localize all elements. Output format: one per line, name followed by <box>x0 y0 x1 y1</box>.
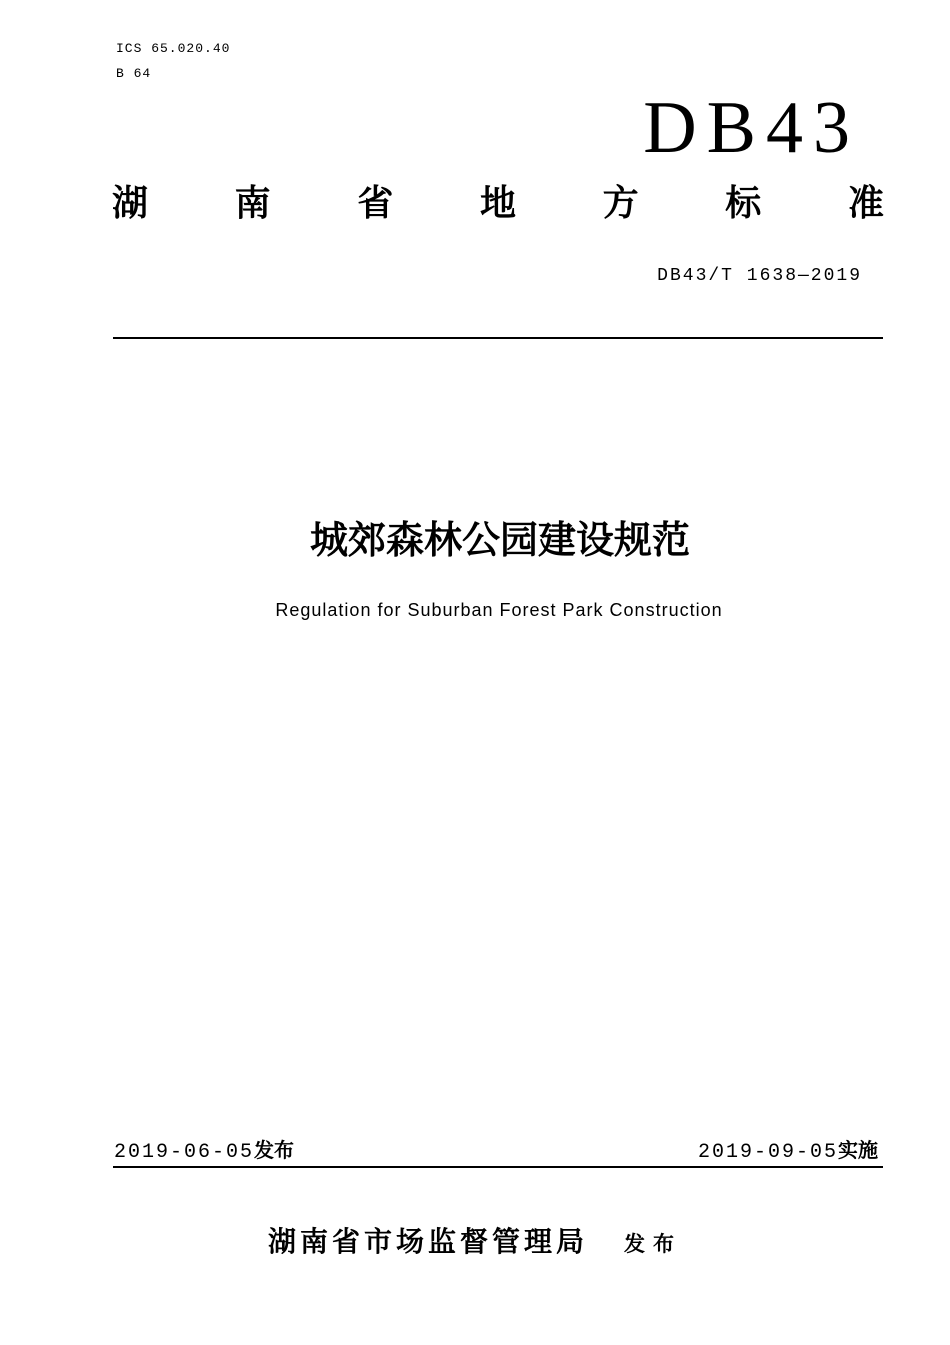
standard-type-char: 准 <box>847 183 884 224</box>
publisher-name: 湖南省市场监督管理局 <box>267 1225 588 1258</box>
issue-date-line <box>114 1134 294 1164</box>
standard-type-char: 地 <box>479 183 516 224</box>
standard-type-char: 南 <box>234 183 271 224</box>
classification-code: B 64 <box>116 66 152 81</box>
issue-label: 发布 <box>254 1138 295 1162</box>
bottom-divider <box>113 1166 883 1168</box>
document-title-chinese: 城郊森林公园建设规范 <box>309 518 690 562</box>
standard-type-char: 方 <box>602 183 639 224</box>
implement-label: 实施 <box>838 1138 878 1162</box>
standard-type-heading <box>112 180 884 228</box>
standard-type-char: 省 <box>357 183 394 224</box>
issue-date: 2019-06-05 <box>114 1141 255 1164</box>
standard-mark: DB43 <box>643 87 860 169</box>
standard-type-char: 标 <box>725 183 762 224</box>
publisher-action: 发布 <box>624 1232 682 1256</box>
standard-type-char: 湖 <box>112 183 149 224</box>
implement-date-line <box>698 1134 878 1164</box>
top-divider <box>113 337 883 339</box>
ics-code: ICS 65.020.40 <box>116 41 231 56</box>
document-title-english: Regulation for Suburban Forest Park Construction <box>275 600 723 620</box>
standard-number: DB43/T 1638—2019 <box>657 266 862 286</box>
implement-date: 2019-09-05 <box>697 1141 838 1164</box>
publisher-line <box>0 1222 950 1266</box>
